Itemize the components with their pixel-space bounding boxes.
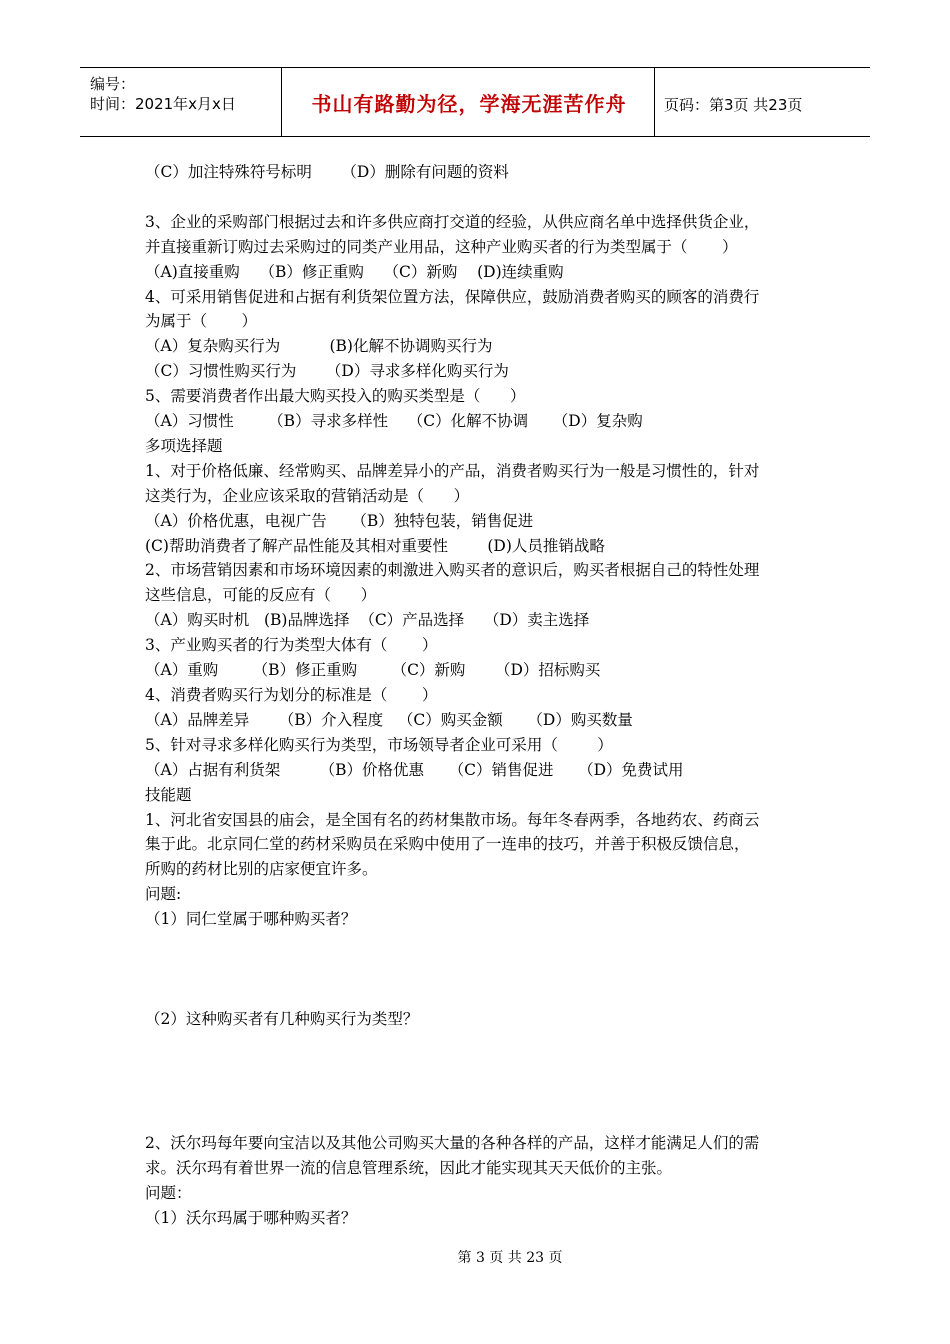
mc-question-3: 3、产业购买者的行为类型大体有（ ） <box>145 636 438 655</box>
question-4-options-2: （C）习惯性购买行为 （D）寻求多样化购买行为 <box>145 362 509 381</box>
section-heading-skills: 技能题 <box>145 785 192 804</box>
question-5-options: （A）习惯性 （B）寻求多样性 （C）化解不协调 （D）复杂购 <box>145 412 643 431</box>
question-3: 3、企业的采购部门根据过去和许多供应商打交道的经验，从供应商名单中选择供货企业， <box>145 212 760 231</box>
mc-question-1-options-2: (C)帮助消费者了解产品性能及其相对重要性 (D)人员推销战略 <box>145 536 605 555</box>
mc-question-1-cont: 这类行为，企业应该采取的营销活动是（ ） <box>145 486 470 505</box>
section-heading-multiple-choice: 多项选择题 <box>145 436 223 455</box>
header-meta <box>90 74 280 114</box>
page-footer: 第 3 页 共 23 页 <box>457 1250 563 1266</box>
skill-question-2-cont: 求。沃尔玛有着世界一流的信息管理系统，因此才能实现其天天低价的主张。 <box>145 1159 673 1178</box>
header-divider <box>281 68 282 136</box>
questions-label: 问题: <box>145 885 182 904</box>
header-divider <box>654 68 655 136</box>
header-page-info: 页码：第3页 共23页 <box>664 96 803 114</box>
mc-question-2: 2、市场营销因素和市场环境因素的刺激进入购买者的意识后，购买者根据自己的特性处理 <box>145 561 760 580</box>
question-5: 5、需要消费者作出最大购买投入的购买类型是（ ） <box>145 387 526 406</box>
document-date: 时间：2021年x月x日 <box>90 95 236 113</box>
page-header <box>80 67 870 137</box>
mc-question-2-options: （A）购买时机 (B)品牌选择 （C）产品选择 （D）卖主选择 <box>145 611 590 630</box>
skill-question-2: 2、沃尔玛每年要向宝洁以及其他公司购买大量的各种各样的产品，这样才能满足人们的需 <box>145 1134 760 1153</box>
option-line: （C）加注特殊符号标明 （D）删除有问题的资料 <box>145 163 509 181</box>
mc-question-4-options: （A）品牌差异 （B）介入程度 （C）购买金额 （D）购买数量 <box>145 710 633 729</box>
mc-question-1: 1、对于价格低廉、经常购买、品牌差异小的产品，消费者购买行为一般是习惯性的，针对 <box>145 461 760 480</box>
skill-question-1-cont-2: 所购的药材比别的店家便宜许多。 <box>145 860 378 879</box>
question-3-cont: 并直接重新订购过去采购过的同类产业用品，这种产业购买者的行为类型属于（ ） <box>145 237 738 256</box>
sub-question-1: （1）沃尔玛属于哪种购买者？ <box>145 1208 357 1227</box>
skill-question-1-cont-1: 集于此。北京同仁堂的药材采购员在采购中使用了一连串的技巧，并善于积极反馈信息， <box>145 835 750 854</box>
mc-question-5-options: （A）占据有利货架 （B）价格优惠 （C）销售促进 （D）免费试用 <box>145 760 684 779</box>
mc-question-4: 4、消费者购买行为划分的标准是（ ） <box>145 686 438 705</box>
mc-question-1-options-1: （A）价格优惠，电视广告 （B）独特包装，销售促进 <box>145 511 534 530</box>
question-3-options: （A)直接重购 （B）修正重购 （C）新购 (D)连续重购 <box>145 262 564 281</box>
document-body <box>145 160 815 1231</box>
question-4-options-1: （A）复杂购买行为 (B)化解不协调购买行为 <box>145 337 493 356</box>
mc-question-5: 5、针对寻求多样化购买行为类型，市场领导者企业可采用（ ） <box>145 735 613 754</box>
sub-question-2: （2）这种购买者有几种购买行为类型？ <box>145 1009 419 1028</box>
mc-question-2-cont: 这些信息，可能的反应有（ ） <box>145 586 377 605</box>
header-motto: 书山有路勤为径，学海无涯苦作舟 <box>311 91 627 116</box>
document-number-label: 编号： <box>90 75 136 93</box>
question-4-cont: 为属于（ ） <box>145 312 257 331</box>
mc-question-3-options: （A）重购 （B）修正重购 （C）新购 （D）招标购买 <box>145 661 601 680</box>
skill-question-1: 1、河北省安国县的庙会，是全国有名的药材集散市场。每年冬春两季，各地药农、药商云 <box>145 810 760 829</box>
question-4: 4、可采用销售促进和占据有利货架位置方法，保障供应，鼓励消费者购买的顾客的消费行 <box>145 287 760 306</box>
questions-label: 问题： <box>145 1184 192 1203</box>
sub-question-1: （1）同仁堂属于哪种购买者？ <box>145 910 357 929</box>
